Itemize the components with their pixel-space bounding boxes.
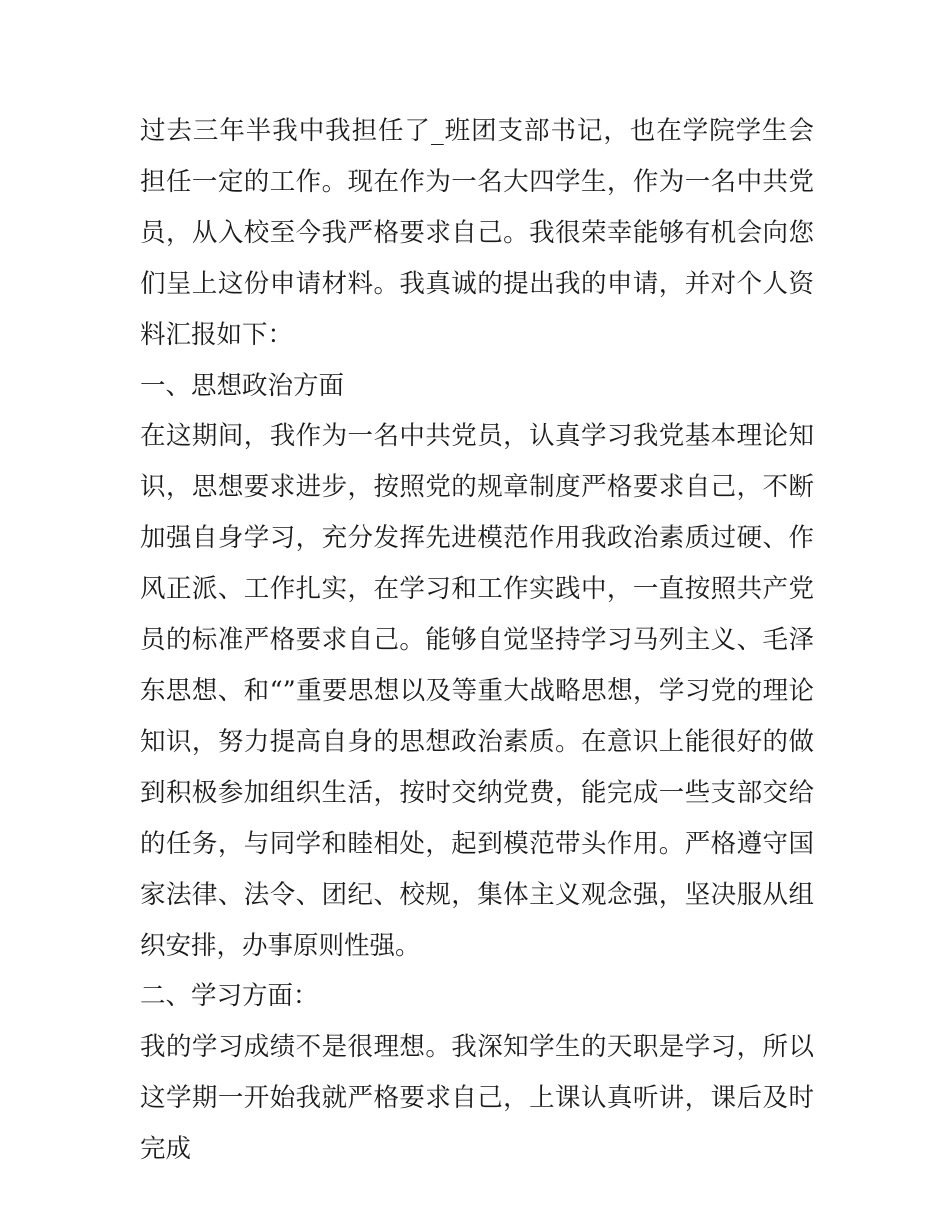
study-paragraph: 我的学习成绩不是很理想。我深知学生的天职是学习，所以这学期一开始我就严格要求自己，上课认真听讲，课后及时完成 <box>140 1032 814 1165</box>
section-heading-study: 二、学习方面： <box>140 981 319 1012</box>
ideology-paragraph: 在这期间，我作为一名中共党员，认真学习我党基本理论知识，思想要求进步，按照党的规章制度严格要求自己，不断加强自身学习，充分发挥先进模范作用我政治素质过硬、作风正派、工作扎实，在学习和工作实践中，一直按照共产党员的标准严格要求自己。能够自觉坚持学习马列主义、毛泽东思想、和“”重要思想以及等重大战略思想，学习党的理论知识，努力提高自身的思想政治素质。在意识上能很好的做到积极参加组织生活，按时交纳党费，能完成一些支部交给的任务，与同学和睦相处，起到模范带头作用。严格遵守国家法律、法令、团纪、校规，集体主义观念强，坚决服从组织安排，办事原则性强。 <box>140 421 814 961</box>
document-body <box>140 106 814 1175</box>
section-heading-ideology: 一、思想政治方面 <box>140 370 345 401</box>
intro-paragraph: 过去三年半我中我担任了_班团支部书记，也在学院学生会担任一定的工作。现在作为一名大四学生，作为一名中共党员，从入校至今我严格要求自己。我很荣幸能够有机会向您们呈上这份申请材料。我真诚的提出我的申请，并对个人资料汇报如下： <box>140 116 814 350</box>
